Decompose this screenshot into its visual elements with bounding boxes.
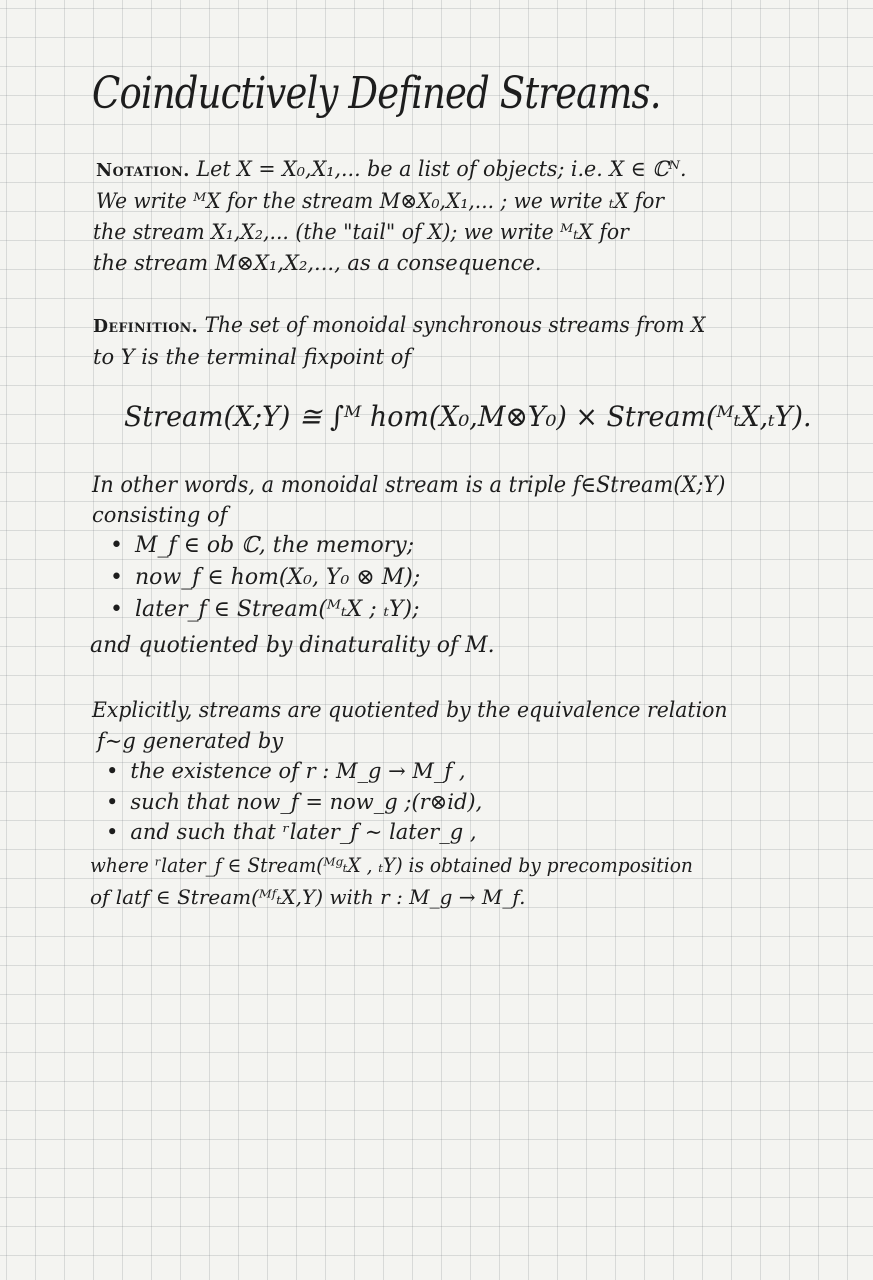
stream-fixpoint-formula: Stream(X;Y) ≅ ∫ᴹ hom(X₀,M⊗Y₀) × Stream(ᴹₜX,ₜY). xyxy=(124,400,812,433)
explicitly-line-1: Explicitly, streams are quotiented by the equivalence relation xyxy=(92,698,728,722)
notation-line-1 xyxy=(96,157,687,181)
explicitly-line-2: f∼g generated by xyxy=(97,729,284,753)
now-bullet xyxy=(110,565,420,590)
definition-label: Definition. xyxy=(93,316,199,337)
existence-bullet-text: the existence of r : M_g → M_f , xyxy=(130,759,466,783)
definition-text-1: The set of monoidal synchronous streams from X xyxy=(204,313,706,337)
other-words-line-2: consisting of xyxy=(92,503,228,527)
notation-line-2: We write ᴹX for the stream M⊗X₀,X₁,... ; we write ₜX for xyxy=(96,189,664,213)
dinaturality-line: and quotiented by dinaturality of M. xyxy=(90,633,495,658)
notation-line-4: the stream M⊗X₁,X₂,..., as a consequence. xyxy=(93,251,542,275)
bullet-dot: • xyxy=(110,597,123,622)
bullet-dot: • xyxy=(106,820,119,844)
memory-bullet-text: M_f ∈ ob ℂ, the memory; xyxy=(134,533,415,558)
other-words-line-1: In other words, a monoidal stream is a triple f∈Stream(X;Y) xyxy=(92,473,726,498)
later-bullet-text: later_f ∈ Stream(ᴹₜX ; ₜY); xyxy=(134,597,420,622)
precomposition-line-2: of latf ∈ Stream(ᴹᶠₜX,Y) with r : M_g → M_f. xyxy=(90,885,526,909)
notation-text-1: Let X = X₀,X₁,... be a list of objects; i.e. X ∈ ℂᴺ. xyxy=(196,157,687,181)
definition-line-1 xyxy=(93,313,705,337)
precomposition-line-1: where ʳlater_f ∈ Stream(ᴹᵍₜX , ₜY) is obtained by precomposition xyxy=(90,853,693,877)
existence-bullet xyxy=(106,759,466,783)
now-equation-bullet-text: such that now_f = now_g ;(r⊗id), xyxy=(130,790,483,814)
now-equation-bullet xyxy=(106,790,482,814)
notation-label: Notation. xyxy=(96,160,190,181)
bullet-dot: • xyxy=(106,759,119,783)
definition-line-2: to Y is the terminal fixpoint of xyxy=(93,345,412,369)
later-equation-bullet-text: and such that ʳlater_f ∼ later_g , xyxy=(130,820,477,844)
bullet-dot: • xyxy=(110,565,123,590)
page-title: Coinductively Defined Streams. xyxy=(92,68,661,119)
bullet-dot: • xyxy=(106,790,119,814)
later-equation-bullet xyxy=(106,820,477,844)
notation-line-3: the stream X₁,X₂,... (the "tail" of X); we write ᴹₜX for xyxy=(93,220,629,244)
bullet-dot: • xyxy=(110,533,123,558)
now-bullet-text: now_f ∈ hom(X₀, Y₀ ⊗ M); xyxy=(134,565,421,590)
later-bullet xyxy=(110,597,420,622)
memory-bullet xyxy=(110,533,414,558)
